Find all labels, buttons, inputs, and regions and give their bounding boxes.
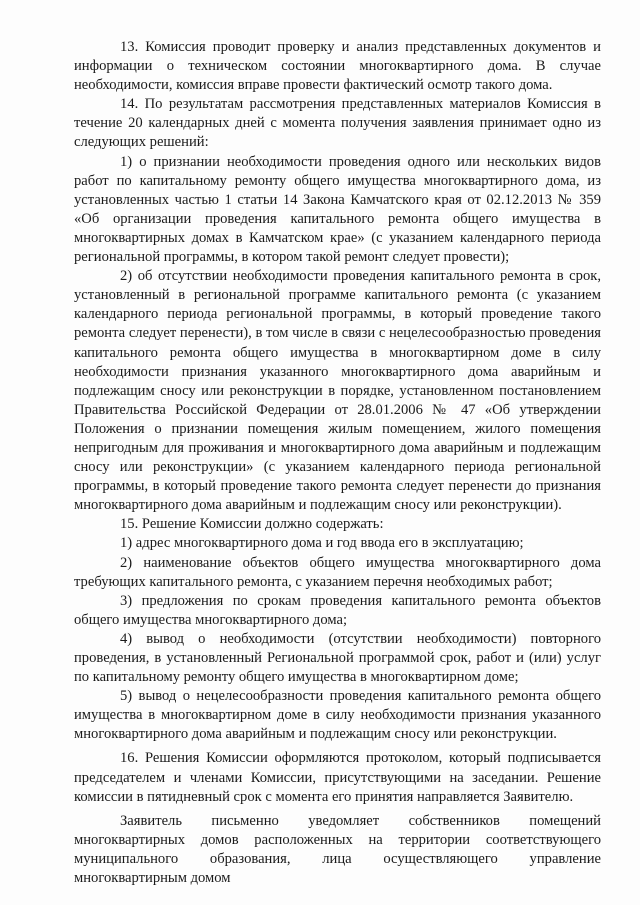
paragraph-14: 14. По результатам рассмотрения представленных материалов Комиссия в течение 20 календарных дней с момента получения заявления принимает одно из следующих решений: (74, 96, 601, 151)
paragraph-15-item-2: 2) наименование объектов общего имущества многоквартирного дома требующих капитального ремонта, с указанием перечня необходимых работ; (74, 554, 601, 590)
paragraph-13: 13. Комиссия проводит проверку и анализ представленных документов и информации о техническом состоянии многоквартирного дома. В случае необходимости, комиссия вправе провести фактический осмотр такого дома. (74, 39, 601, 94)
paragraph-15: 15. Решение Комиссии должно содержать: (120, 516, 384, 533)
document-body (74, 38, 601, 888)
paragraph-15-item-4: 4) вывод о необходимости (отсутствии необходимости) повторного проведения, в установленный Региональной программой срок, работ и (или) услуг по капитальному ремонту общего имущества в многоквартирном доме; (74, 630, 601, 686)
paragraph-14-item-2: 2) об отсутствии необходимости проведения капитального ремонта в срок, установленный в региональной программе капитального ремонта (с указанием календарного периода региональной программы, в который проведение такого ремонта следует перенести), в том числе в связи с нецелесообразностью проведения капитального ремонта общего имущества в многоквартирном доме в силу необходимости признания указанного многоквартирного дома аварийным и подлежащим сносу или реконструкции в порядке, установленном постановлением Правительства Российской Федерации от 28.01.2006 № 47 «Об утверждении Положения о признании помещения жилым помещением, жилого помещения непригодным для проживания и многоквартирного дома аварийным и подлежащим сносу или реконструкции» (с указанием календарного периода региональной программы, в который проведение такого ремонта следует перенести до признания многоквартирного дома аварийным и подлежащим сносу или реконструкции). (74, 268, 601, 514)
paragraph-applicant-notice: Заявитель письменно уведомляет собственников помещений многоквартирных домов расположенных на территории соответствующего муниципального образования, лица осуществляющего управление многоквартирным домом (74, 812, 601, 887)
paragraph-14-item-1: 1) о признании необходимости проведения одного или нескольких видов работ по капитальному ремонту общего имущества многоквартирного дома, из установленных частью 1 статьи 14 Закона Камчатского края от 02.12.2013 № 359 «Об организации проведения капитального ремонта общего имущества в многоквартирных домах в Камчатском крае» (с указанием календарного периода региональной программы, в котором такой ремонт следует провести); (74, 153, 601, 266)
paragraph-15-item-3: 3) предложения по срокам проведения капитального ремонта объектов общего имущества многоквартирного дома; (74, 592, 601, 628)
paragraph-15-item-5: 5) вывод о нецелесообразности проведения капитального ремонта общего имущества в многоквартирном доме в силу необходимости признания указанного многоквартирного дома аварийным и подлежащим сносу или реконструкции. (74, 688, 601, 743)
paragraph-16: 16. Решения Комиссии оформляются протоколом, который подписывается председателем и членами Комиссии, присутствующими на заседании. Решение комиссии в пятидневный срок с момента его принятия направляется Заявителю. (74, 750, 601, 805)
paragraph-15-item-1: 1) адрес многоквартирного дома и год ввода его в эксплуатацию; (120, 535, 524, 552)
